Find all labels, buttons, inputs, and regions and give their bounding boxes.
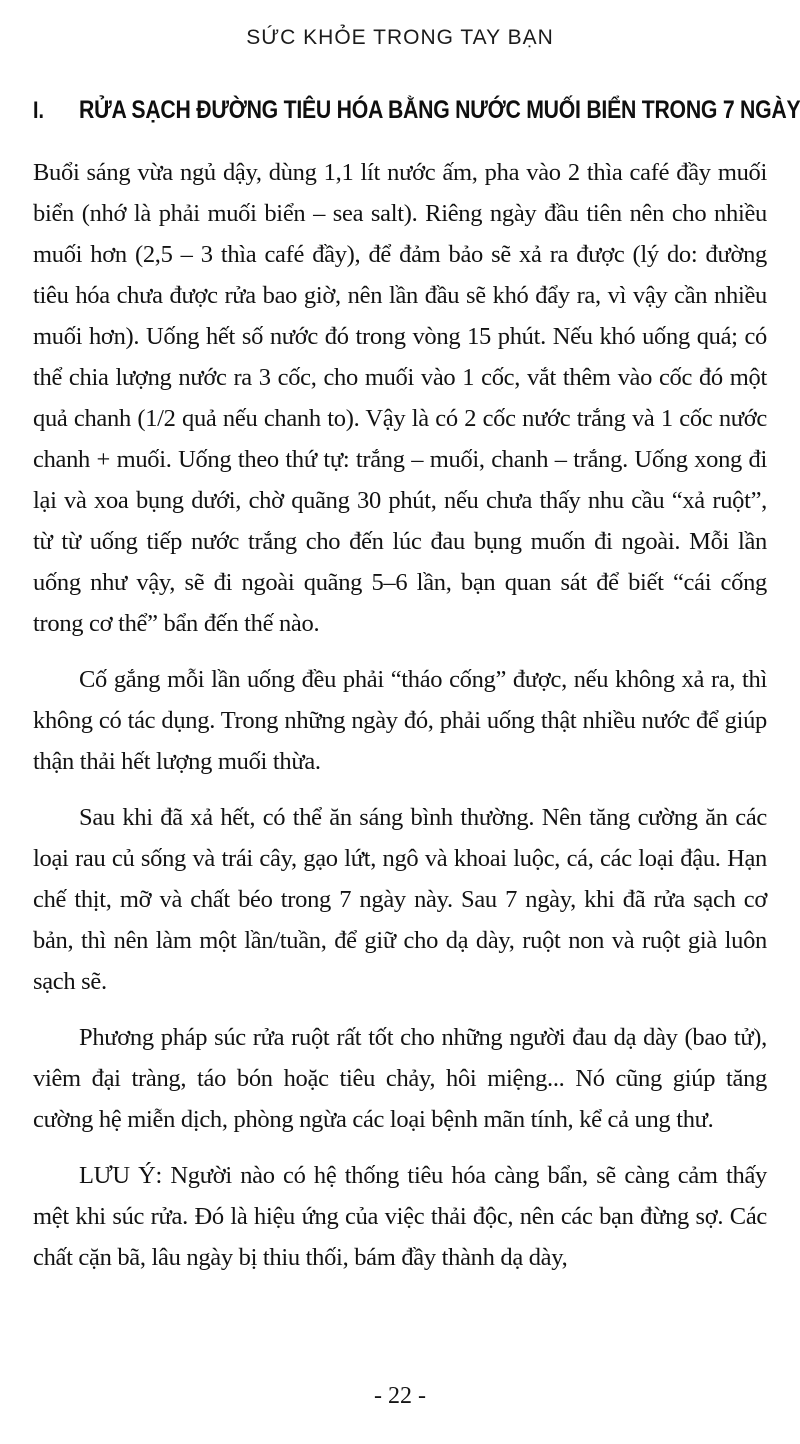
section-heading [33,96,800,125]
paragraph: Cố gắng mỗi lần uống đều phải “tháo cống” được, nếu không xả ra, thì không có tác dụng. Trong những ngày đó, phải uống thật nhiều nước để giúp thận thải hết lượng muối thừa. [33,666,767,775]
body-text [33,152,767,1278]
page-number: - 22 - [374,1383,426,1409]
paragraph: Sau khi đã xả hết, có thể ăn sáng bình thường. Nên tăng cường ăn các loại rau củ sống và trái cây, gạo lứt, ngô và khoai luộc, cá, các loại đậu. Hạn chế thịt, mỡ và chất béo trong 7 ngày này. Sau 7 ngày, khi đã rửa sạch cơ bản, thì nên làm một lần/tuần, để giữ cho dạ dày, ruột non và ruột già luôn sạch sẽ. [33,804,767,995]
section-title: RỬA SẠCH ĐƯỜNG TIÊU HÓA BẰNG NƯỚC MUỐI BIỂN TRONG 7 NGÀY [79,96,800,124]
running-header: SỨC KHỎE TRONG TAY BẠN [246,26,554,49]
paragraph: Buổi sáng vừa ngủ dậy, dùng 1,1 lít nước ấm, pha vào 2 thìa café đầy muối biển (nhớ là phải muối biển – sea salt). Riêng ngày đầu tiên nên cho nhiều muối hơn (2,5 – 3 thìa café đầy), để đảm bảo sẽ xả ra được (lý do: đường tiêu hóa chưa được rửa bao giờ, nên lần đầu sẽ khó đẩy ra, vì vậy cần nhiều muối hơn). Uống hết số nước đó trong vòng 15 phút. Nếu khó uống quá; có thể chia lượng nước ra 3 cốc, cho muối vào 1 cốc, vắt thêm vào cốc đó một quả chanh (1/2 quả nếu chanh to). Vậy là có 2 cốc nước trắng và 1 cốc nước chanh + muối. Uống theo thứ tự: trắng – muối, chanh – trắng. Uống xong đi lại và xoa bụng dưới, chờ quãng 30 phút, nếu chưa thấy nhu cầu “xả ruột”, từ từ uống tiếp nước trắng cho đến lúc đau bụng muốn đi ngoài. Mỗi lần uống như vậy, sẽ đi ngoài quãng 5–6 lần, bạn quan sát để biết “cái cống trong cơ thể” bẩn đến thế nào. [33,159,767,637]
section-number: I. [33,97,44,124]
paragraph: LƯU Ý: Người nào có hệ thống tiêu hóa càng bẩn, sẽ càng cảm thấy mệt khi súc rửa. Đó là hiệu ứng của việc thải độc, nên các bạn đừng sợ. Các chất cặn bã, lâu ngày bị thiu thối, bám đầy thành dạ dày, [33,1162,767,1271]
paragraph: Phương pháp súc rửa ruột rất tốt cho những người đau dạ dày (bao tử), viêm đại tràng, táo bón hoặc tiêu chảy, hôi miệng... Nó cũng giúp tăng cường hệ miễn dịch, phòng ngừa các loại bệnh mãn tính, kể cả ung thư. [33,1024,767,1133]
